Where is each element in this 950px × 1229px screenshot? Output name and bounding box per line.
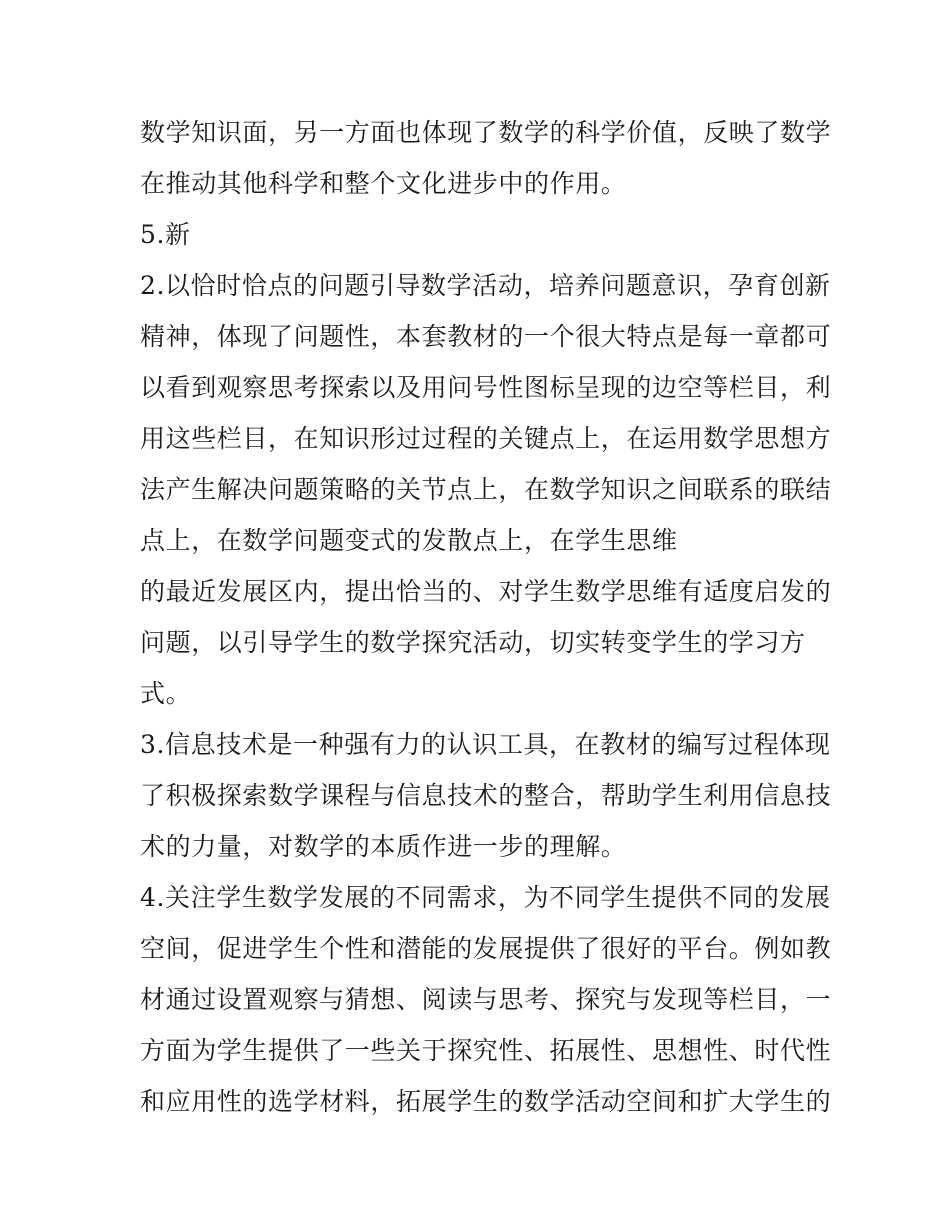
text-line: 用这些栏目，在知识形过过程的关键点上，在运用数学思想方 <box>140 424 832 453</box>
body-text <box>140 107 832 1127</box>
text-line: 问题，以引导学生的数学探究活动，切实转变学生的学习方 <box>140 628 806 657</box>
text-line: 精神，体现了问题性，本套教材的一个很大特点是每一章都可 <box>140 322 832 351</box>
text-line: 的最近发展区内，提出恰当的、对学生数学思维有适度启发的 <box>140 577 832 606</box>
text-line: 数学知识面，另一方面也体现了数学的科学价值，反映了数学 <box>140 118 832 147</box>
text-line: 2.以恰时恰点的问题引导数学活动，培养问题意识，孕育创新 <box>140 271 831 300</box>
text-line: 3.信息技术是一种强有力的认识工具，在教材的编写过程体现 <box>140 730 831 759</box>
text-line: 术的力量，对数学的本质作进一步的理解。 <box>140 832 627 861</box>
text-line: 方面为学生提供了一些关于探究性、拓展性、思想性、时代性 <box>140 1036 832 1065</box>
text-line: 了积极探索数学课程与信息技术的整合，帮助学生利用信息技 <box>140 781 832 810</box>
text-line: 5.新 <box>140 220 191 249</box>
text-line: 式。 <box>140 679 192 708</box>
text-line: 法产生解决问题策略的关节点上，在数学知识之间联系的联结 <box>140 475 832 504</box>
text-line: 空间，促进学生个性和潜能的发展提供了很好的平台。例如教 <box>140 934 832 963</box>
text-line: 和应用性的选学材料，拓展学生的数学活动空间和扩大学生的 <box>140 1087 832 1116</box>
text-line: 4.关注学生数学发展的不同需求，为不同学生提供不同的发展 <box>140 883 831 912</box>
text-line: 在推动其他科学和整个文化进步中的作用。 <box>140 169 627 198</box>
text-line: 以看到观察思考探索以及用问号性图标呈现的边空等栏目，利 <box>140 373 832 402</box>
text-line: 点上，在数学问题变式的发散点上，在学生思维 <box>140 526 678 555</box>
text-line: 材通过设置观察与猜想、阅读与思考、探究与发现等栏目，一 <box>140 985 832 1014</box>
